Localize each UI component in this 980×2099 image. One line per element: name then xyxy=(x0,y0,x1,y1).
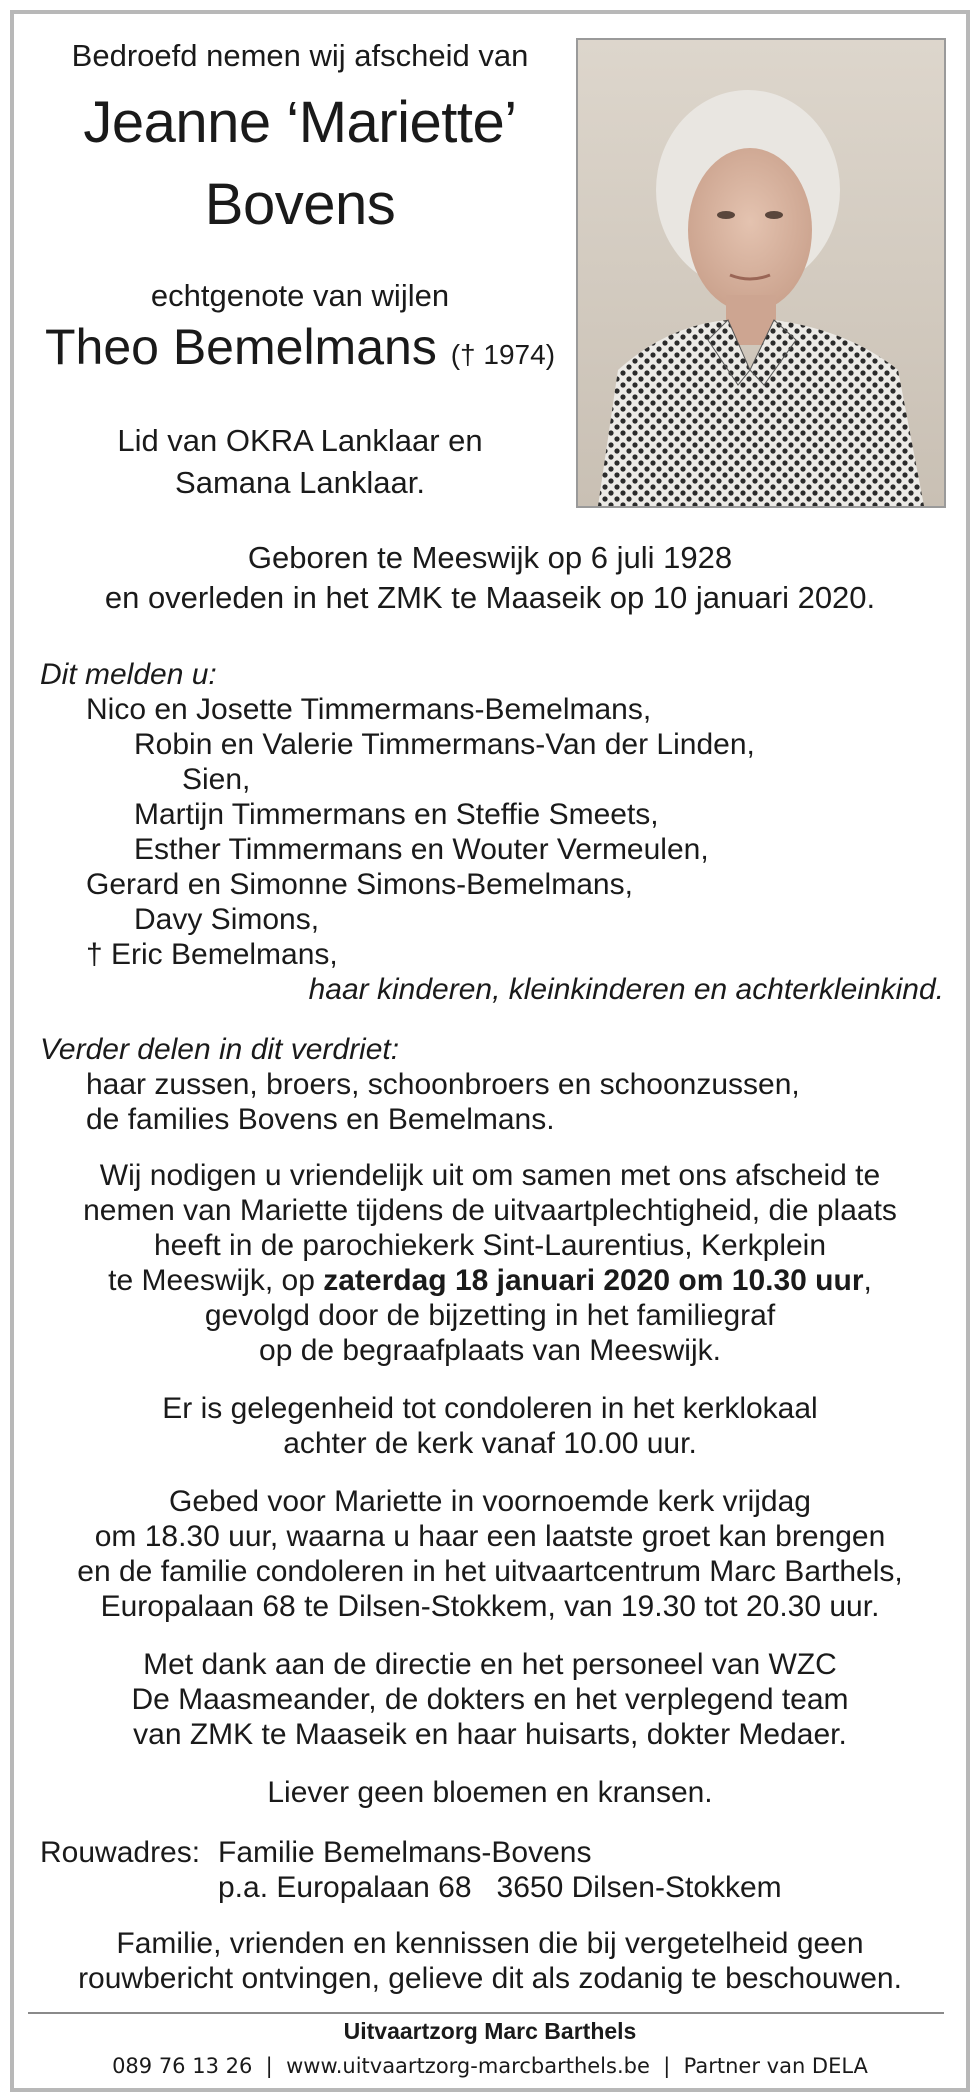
family-member: Nico en Josette Timmermans-Bemelmans, xyxy=(86,693,652,726)
sorrow-line2: de families Bovens en Bemelmans. xyxy=(86,1103,555,1136)
prayer-line3: en de familie condoleren in het uitvaartcentrum Marc Barthels, xyxy=(77,1555,903,1588)
family-member: Davy Simons, xyxy=(134,903,320,936)
spouse-line xyxy=(20,318,580,376)
ceremony-line4-post: , xyxy=(863,1264,872,1297)
spouse-prefix: echtgenote van wijlen xyxy=(150,278,450,313)
sorrow-heading: Verder delen in dit verdriet: xyxy=(40,1033,400,1066)
membership-line2: Samana Lanklaar. xyxy=(175,465,425,500)
prayer-line2: om 18.30 uur, waarna u haar een laatste groet kan brengen xyxy=(94,1520,886,1553)
funeral-company: Uitvaartzorg Marc Barthels xyxy=(343,2018,637,2044)
thanks-line1: Met dank aan de directie en het personeel van WZC xyxy=(143,1648,837,1681)
sorrow-line1: haar zussen, broers, schoonbroers en schoonzussen, xyxy=(86,1068,800,1101)
footer-divider xyxy=(28,2012,944,2014)
ceremony-line1: Wij nodigen u vriendelijk uit om samen met ons afscheid te xyxy=(99,1159,881,1192)
funeral-contact: 089 76 13 26 | www.uitvaartzorg-marcbarthels.be | Partner van DELA xyxy=(112,2054,868,2078)
closing-line1: Familie, vrienden en kennissen die bij vergetelheid geen xyxy=(116,1927,864,1960)
family-member: † Eric Bemelmans, xyxy=(86,938,338,971)
family-member: Esther Timmermans en Wouter Vermeulen, xyxy=(134,833,709,866)
birth-line: Geboren te Meeswijk op 6 juli 1928 xyxy=(247,540,733,575)
ceremony-line5: gevolgd door de bijzetting in het familiegraf xyxy=(204,1299,776,1332)
ceremony-line3: heeft in de parochiekerk Sint-Laurentius, Kerkplein xyxy=(153,1229,827,1262)
family-member: Sien, xyxy=(182,763,251,796)
deceased-name-line1: Jeanne ‘Mariette’ xyxy=(83,90,517,155)
condolence-line1: Er is gelegenheid tot condoleren in het kerklokaal xyxy=(162,1392,818,1425)
address-label: Rouwadres: xyxy=(40,1836,201,1869)
flowers-line: Liever geen bloemen en kransen. xyxy=(267,1776,713,1809)
ceremony-date: zaterdag 18 januari 2020 om 10.30 uur xyxy=(323,1264,864,1297)
portrait-image xyxy=(578,40,944,506)
ceremony-line6: op de begraafplaats van Meeswijk. xyxy=(259,1334,721,1367)
family-heading: Dit melden u: xyxy=(40,658,217,691)
thanks-line2: De Maasmeander, de dokters en het verplegend team xyxy=(131,1683,849,1716)
spouse-name: Theo Bemelmans xyxy=(44,319,437,375)
spouse-death: († 1974) xyxy=(450,339,556,370)
death-line: en overleden in het ZMK te Maaseik op 10 januari 2020. xyxy=(104,580,876,615)
prayer-line4: Europalaan 68 te Dilsen-Stokkem, van 19.30 tot 20.30 uur. xyxy=(100,1590,880,1623)
membership-line1: Lid van OKRA Lanklaar en xyxy=(117,423,483,458)
address-line1: Familie Bemelmans-Bovens xyxy=(218,1836,592,1869)
thanks-line3: van ZMK te Maaseik en haar huisarts, dokter Medaer. xyxy=(133,1718,847,1751)
family-member: Gerard en Simonne Simons-Bemelmans, xyxy=(86,868,633,901)
family-member: Martijn Timmermans en Steffie Smeets, xyxy=(134,798,659,831)
prayer-line1: Gebed voor Mariette in voornoemde kerk vrijdag xyxy=(169,1485,811,1518)
ceremony-line4-pre: te Meeswijk, op xyxy=(108,1264,324,1297)
family-relation: haar kinderen, kleinkinderen en achterkleinkind. xyxy=(308,973,944,1006)
condolence-line2: achter de kerk vanaf 10.00 uur. xyxy=(283,1427,697,1460)
intro-text: Bedroefd nemen wij afscheid van xyxy=(71,38,529,73)
family-member: Robin en Valerie Timmermans-Van der Linden, xyxy=(134,728,755,761)
ceremony-line4 xyxy=(20,1263,960,1298)
closing-line2: rouwbericht ontvingen, gelieve dit als zodanig te beschouwen. xyxy=(78,1962,902,1995)
ceremony-line2: nemen van Mariette tijdens de uitvaartplechtigheid, die plaats xyxy=(83,1194,897,1227)
portrait-photo xyxy=(576,38,946,508)
deceased-name-line2: Bovens xyxy=(204,172,396,237)
address-line2: p.a. Europalaan 68 3650 Dilsen-Stokkem xyxy=(218,1871,782,1904)
